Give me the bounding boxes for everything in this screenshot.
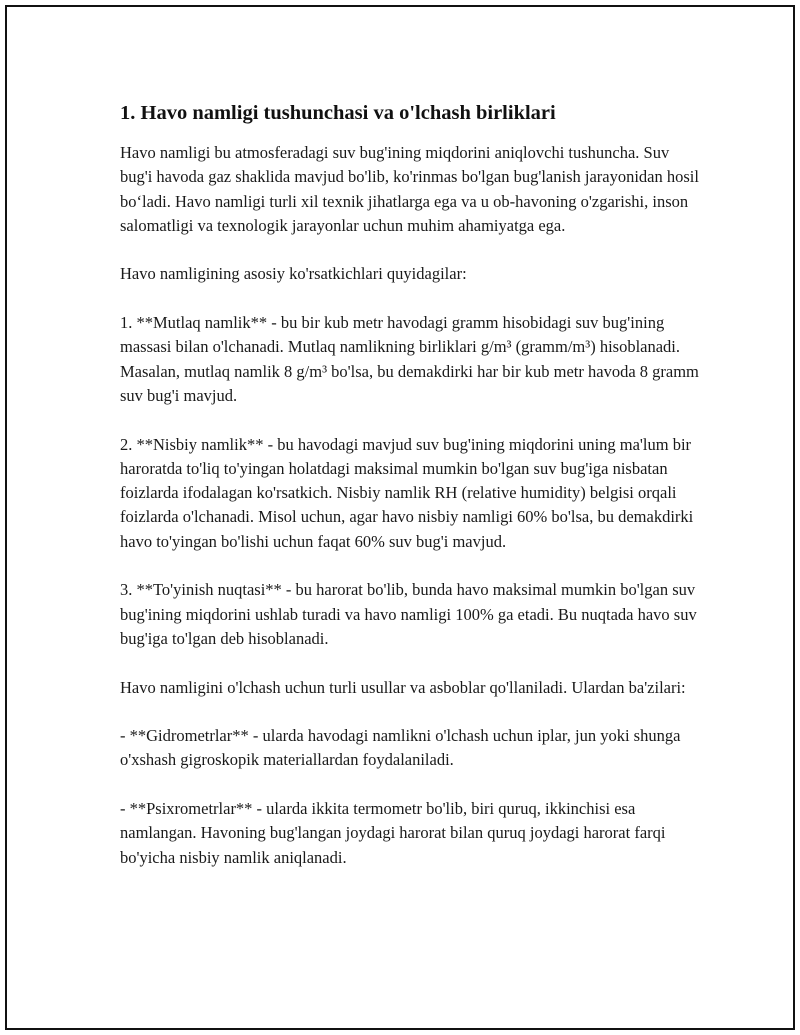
paragraph-psychrometers: - **Psixrometrlar** - ularda ikkita termometr bo'lib, biri quruq, ikkinchisi esa namlangan. Havoning bug'langan joydagi harorat bilan quruq joydagi harorat farqi bo'yicha nisbiy namlik aniqlanadi.: [120, 799, 666, 867]
paragraph-intro: Havo namligi bu atmosferadagi suv bug'ining miqdorini aniqlovchi tushuncha. Suv bug'i havoda gaz shaklida mavjud bo'lib, ko'rinmas bo'lgan bug'lanish jarayonidan hosil bo‘ladi. Havo namligi turli xil texnik jihatlarga ega va u ob-havoning o'zgarishi, inson salomatligi va texnologik jarayonlar uchun muhim ahamiyatga ega.: [120, 143, 699, 235]
section-title: 1. Havo namligi tushunchasi va o'lchash birliklari: [120, 102, 556, 124]
paragraph-indicators-heading: Havo namligining asosiy ko'rsatkichlari quyidagilar:: [120, 264, 467, 284]
paragraph-methods-heading: Havo namligini o'lchash uchun turli usullar va asboblar qo'llaniladi. Ulardan ba'zilari:: [120, 677, 686, 697]
paragraph-absolute-humidity: 1. **Mutlaq namlik** - bu bir kub metr havodagi gramm hisobidagi suv bug'ining massasi bilan o'lchanadi. Mutlaq namlikning birliklari g/m³ (gramm/m³) hisoblanadi. Masalan, mutlaq namlik 8 g/m³ bo'lsa, bu demakdirki har bir kub metr havoda 8 gramm suv bug'i mavjud.: [120, 313, 699, 405]
paragraph-saturation-point: 3. **To'yinish nuqtasi** - bu harorat bo'lib, bunda havo maksimal mumkin bo'lgan suv bug'ining miqdorini ushlab turadi va havo namligi 100% ga etadi. Bu nuqtada havo suv bug'iga to'lgan deb hisoblanadi.: [120, 580, 697, 648]
document-body: [120, 99, 700, 894]
paragraph-hygrometers: - **Gidrometrlar** - ularda havodagi namlikni o'lchash uchun iplar, jun yoki shunga o'xshash gigroskopik materiallardan foydalaniladi.: [120, 726, 681, 770]
paragraph-relative-humidity: 2. **Nisbiy namlik** - bu havodagi mavjud suv bug'ining miqdorini uning ma'lum bir haroratda to'liq to'yingan holatdagi maksimal mumkin bo'lgan suv bug'iga nisbatan foizlarda ifodalagan ko'rsatkich. Nisbiy namlik RH (relative humidity) belgisi orqali foizlarda o'lchanadi. Misol uchun, agar havo nisbiy namligi 60% bo'lsa, bu demakdirki havo to'yingan bo'lishi uchun faqat 60% suv bug'i mavjud.: [120, 434, 694, 551]
page-frame: [5, 5, 795, 1030]
